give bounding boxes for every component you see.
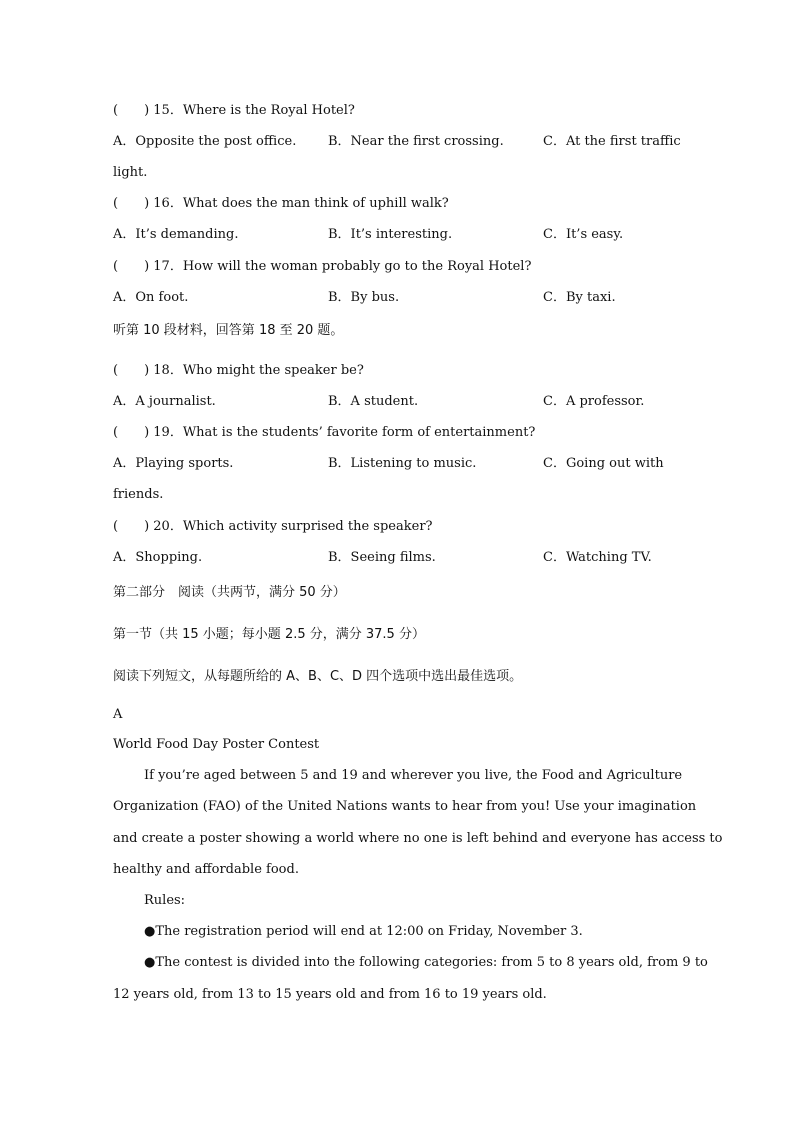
question-20-option-c: C．Watching TV.: [543, 550, 652, 565]
question-17-option-a: A．On foot.: [113, 290, 189, 305]
part-2-title: 第二部分 阅读（共两节，满分 50 分）: [113, 585, 346, 600]
question-18-option-b: B．A student.: [328, 394, 419, 409]
question-17-option-c: C．By taxi.: [543, 290, 616, 305]
question-19-option-c-continuation: friends.: [113, 487, 164, 502]
question-15-option-a: A．Opposite the post office.: [113, 134, 297, 149]
paragraph-line: Organization (FAO) of the United Nations wants to hear from you! Use your imagination: [113, 799, 697, 814]
question-15-option-c-continuation: light.: [113, 165, 148, 180]
question-17-option-b: B．By bus.: [328, 290, 400, 305]
question-20-option-b: B．Seeing films.: [328, 550, 436, 565]
passage-title: World Food Day Poster Contest: [113, 737, 320, 752]
question-18-option-c: C．A professor.: [543, 394, 645, 409]
question-16-option-a: A．It’s demanding.: [113, 227, 239, 242]
question-15-option-b: B．Near the first crossing.: [328, 134, 504, 149]
question-18-option-a: A．A journalist.: [113, 394, 216, 409]
rule-1: ●The registration period will end at 12:00 on Friday, November 3.: [144, 924, 583, 939]
question-16-stem: ( ) 16．What does the man think of uphill walk?: [113, 196, 449, 211]
question-20-stem: ( ) 20．Which activity surprised the speaker?: [113, 519, 433, 534]
passage-letter: A: [113, 707, 123, 722]
section-10-instruction: 听第 10 段材料，回答第 18 至 20 题。: [113, 323, 344, 338]
paragraph-line: and create a poster showing a world where no one is left behind and everyone has access to: [113, 831, 723, 846]
rule-2-line: ●The contest is divided into the following categories: from 5 to 8 years old, from 9 to: [144, 955, 708, 970]
question-17-stem: ( ) 17．How will the woman probably go to the Royal Hotel?: [113, 259, 532, 274]
rule-2-line: 12 years old, from 13 to 15 years old and from 16 to 19 years old.: [113, 987, 547, 1002]
question-19-option-b: B．Listening to music.: [328, 456, 477, 471]
question-18-stem: ( ) 18．Who might the speaker be?: [113, 363, 364, 378]
question-16-option-c: C．It’s easy.: [543, 227, 624, 242]
question-19-option-a: A．Playing sports.: [113, 456, 234, 471]
paragraph-line: If you’re aged between 5 and 19 and wherever you live, the Food and Agriculture: [144, 768, 683, 783]
question-15-stem: ( ) 15．Where is the Royal Hotel?: [113, 103, 355, 118]
reading-instruction: 阅读下列短文，从每题所给的 A、B、C、D 四个选项中选出最佳选项。: [113, 669, 523, 684]
rules-label: Rules:: [144, 893, 186, 908]
question-20-option-a: A．Shopping.: [113, 550, 203, 565]
question-16-option-b: B．It’s interesting.: [328, 227, 453, 242]
question-19-option-c: C．Going out with: [543, 456, 664, 471]
question-19-stem: ( ) 19．What is the students’ favorite form of entertainment?: [113, 425, 536, 440]
paragraph-line: healthy and affordable food.: [113, 862, 299, 877]
question-15-option-c: C．At the first traffic: [543, 134, 681, 149]
section-1-title: 第一节（共 15 小题；每小题 2.5 分，满分 37.5 分）: [113, 627, 425, 642]
